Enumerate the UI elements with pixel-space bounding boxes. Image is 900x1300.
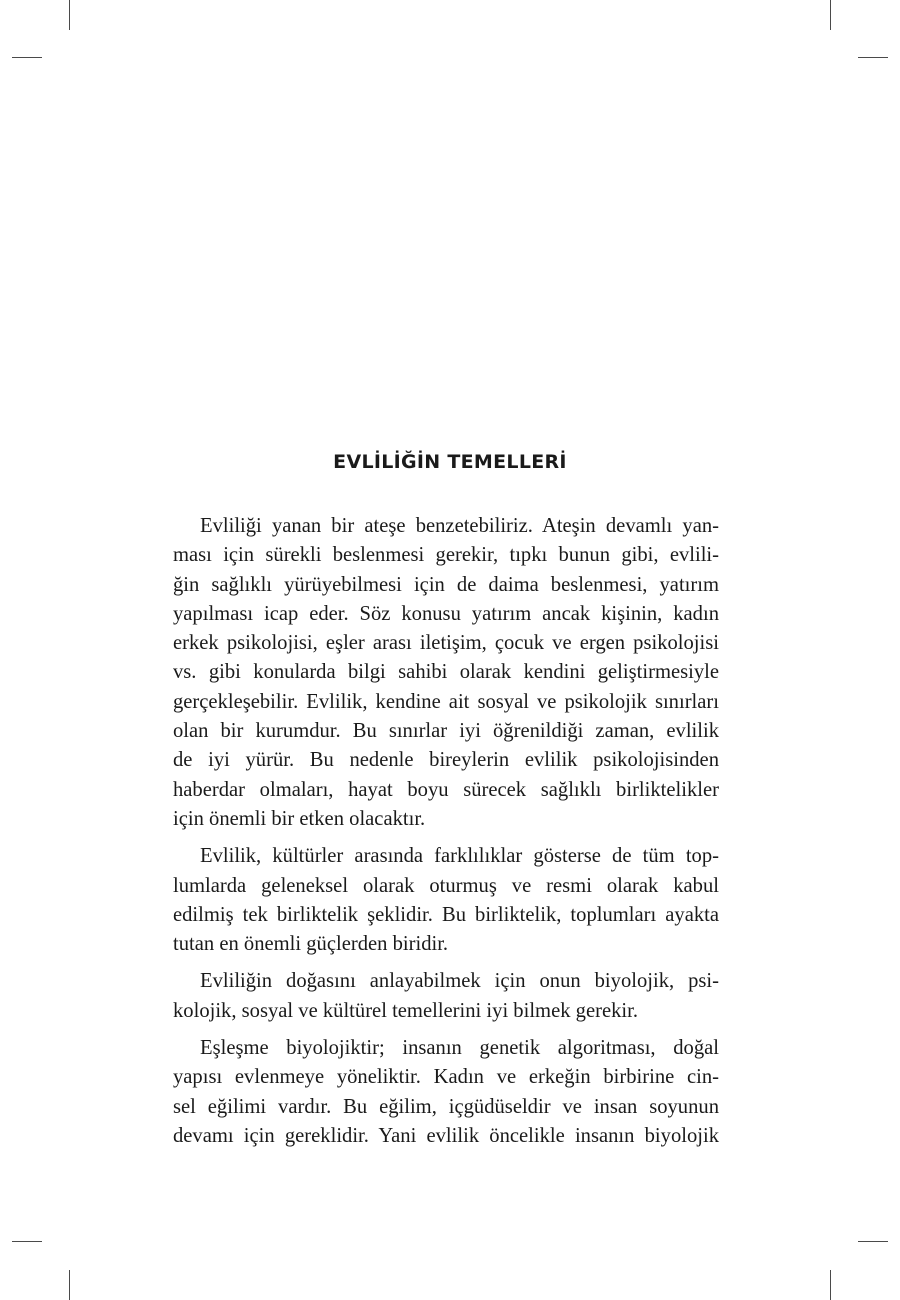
crop-mark-left-bottom [12, 1241, 42, 1242]
text-line: yapılması icap eder. Söz konusu yatırım ancak kişinin, kadın [173, 602, 719, 625]
body-text [173, 512, 719, 1159]
text-line: devamı için gereklidir. Yani evlilik öncelikle insanın biyolojik [173, 1124, 719, 1147]
text-line: Evliliği yanan bir ateşe benzetebiliriz. Ateşin devamlı yan- [200, 515, 719, 537]
text-line: vs. gibi konularda bilgi sahibi olarak kendini geliştirmesiyle [173, 661, 719, 684]
text-line: de iyi yürür. Bu nedenle bireylerin evlilik psikolojisinden [173, 749, 719, 772]
text-line: haberdar olmaları, hayat boyu sürecek sağlıklı birliktelikler [173, 778, 719, 801]
paragraph [173, 512, 719, 834]
crop-mark-left-top [12, 57, 42, 58]
crop-mark-right-bottom [858, 1241, 888, 1242]
paragraph [173, 842, 719, 959]
text-line: için önemli bir etken olacaktır. [173, 807, 426, 830]
text-line: erkek psikolojisi, eşler arası iletişim, çocuk ve ergen psikolojisi [173, 632, 719, 655]
text-line: ması için sürekli beslenmesi gerekir, tıpkı bunun gibi, evlili- [173, 544, 719, 567]
paragraph [173, 967, 719, 1026]
crop-mark-bottom-right [830, 1270, 831, 1300]
crop-mark-bottom-left [69, 1270, 70, 1300]
text-line: Evliliğin doğasını anlayabilmek için onun biyolojik, psi- [200, 970, 719, 993]
text-line: tutan en önemli güçlerden biridir. [173, 933, 449, 956]
crop-mark-right-top [858, 57, 888, 58]
text-line: yapısı evlenmeye yöneliktir. Kadın ve erkeğin birbirine cin- [173, 1066, 719, 1089]
text-line: gerçekleşebilir. Evlilik, kendine ait sosyal ve psikolojik sınırları [173, 690, 719, 713]
text-line: Eşleşme biyolojiktir; insanın genetik algoritması, doğal [200, 1037, 719, 1060]
text-line: olan bir kurumdur. Bu sınırlar iyi öğrenildiği zaman, evlilik [173, 720, 719, 743]
chapter-title: EVLİLİĞİN TEMELLERİ [333, 451, 567, 473]
text-line: Evlilik, kültürler arasında farklılıklar gösterse de tüm top- [200, 845, 719, 868]
text-line: kolojik, sosyal ve kültürel temellerini iyi bilmek gerekir. [173, 999, 638, 1022]
crop-mark-top-left [69, 0, 70, 30]
text-line: ğin sağlıklı yürüyebilmesi için de daima beslenmesi, yatırım [173, 573, 719, 596]
text-line: lumlarda geleneksel olarak oturmuş ve resmi olarak kabul [173, 874, 719, 897]
paragraph [173, 1034, 719, 1151]
crop-mark-top-right [830, 0, 831, 30]
text-line: edilmiş tek birliktelik şeklidir. Bu birliktelik, toplumları ayakta [173, 903, 719, 926]
text-line: sel eğilimi vardır. Bu eğilim, içgüdüseldir ve insan soyunun [173, 1095, 719, 1118]
